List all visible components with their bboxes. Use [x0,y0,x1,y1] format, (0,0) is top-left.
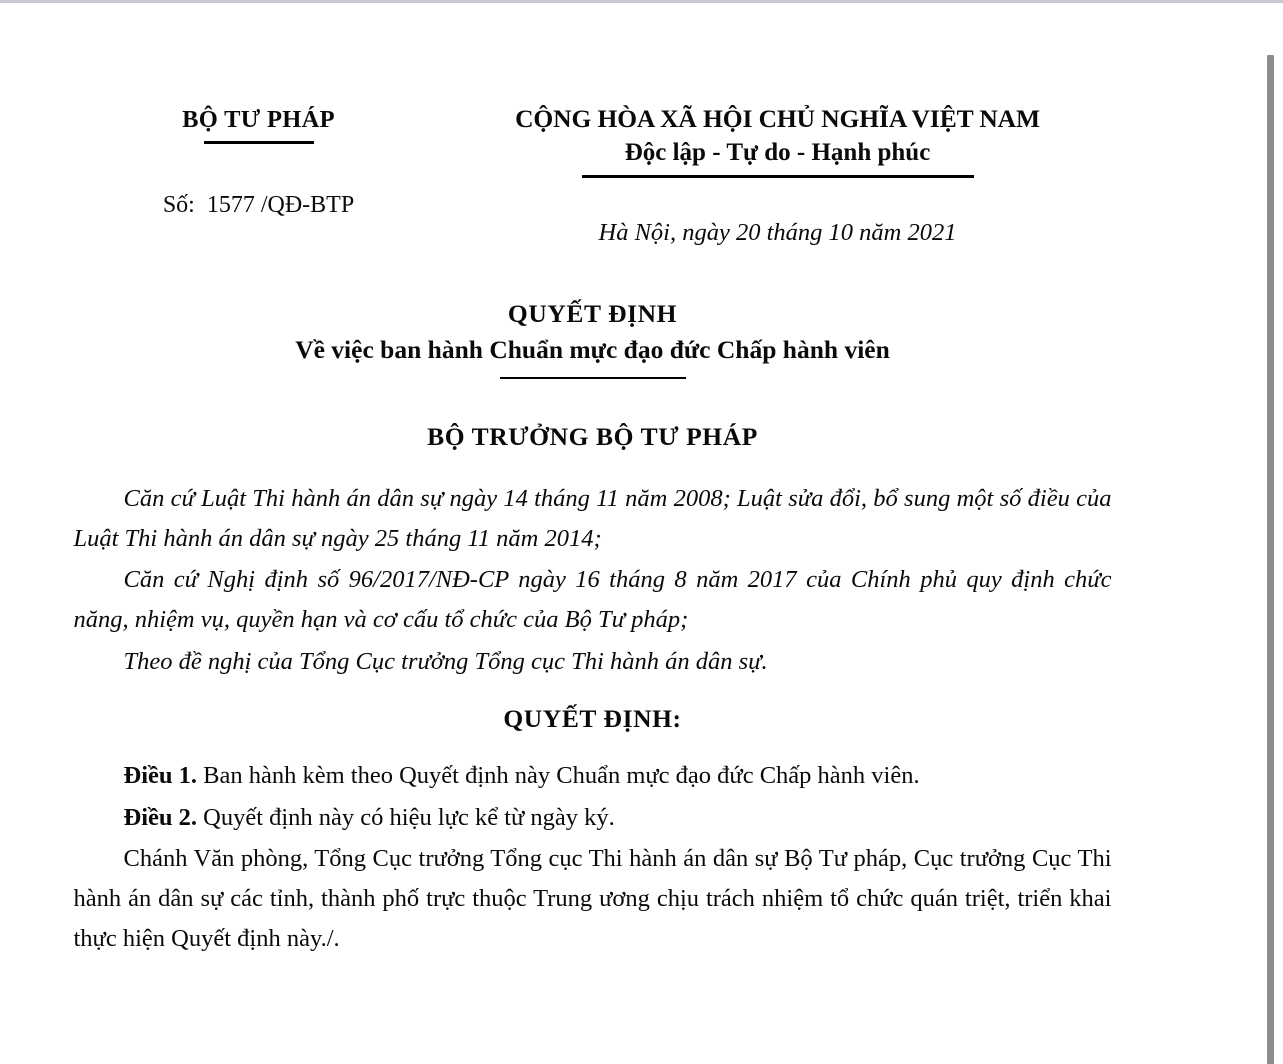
article-2 [74,798,1112,838]
document-number: Số: 1577 /QĐ-BTP [162,191,355,218]
article-2-text: Quyết định này có hiệu lực kể từ ngày ký. [197,803,615,831]
place-and-date: Hà Nội, ngày 20 tháng 10 năm 2021 [598,218,957,246]
document-header [74,104,1112,247]
document-subject-title: Về việc ban hành Chuẩn mực đạo đức Chấp hành viên [295,334,890,364]
preamble-block [74,479,1112,681]
article-2-label: Điều 2. [123,803,197,831]
article-1-label: Điều 1. [123,762,197,790]
underline-rule-title [500,377,686,380]
underline-rule-motto [582,175,974,178]
preamble-basis-1: Căn cứ Luật Thi hành án dân sự ngày 14 tháng 11 năm 2008; Luật sửa đổi, bổ sung một số điều của Luật Thi hành án dân sự ngày 25 tháng 11 năm 2014; [73,485,1112,552]
header-left-column [74,104,444,219]
document-type-title: QUYẾT ĐỊNH [507,299,678,329]
title-block [74,299,1112,379]
underline-rule-organization [204,141,314,144]
header-right-column [444,104,1112,247]
preamble-proposal: Theo đề nghị của Tổng Cục trưởng Tổng cục Thi hành án dân sự. [123,647,768,675]
vertical-scrollbar-thumb[interactable] [1267,55,1274,1064]
article-1 [74,756,1112,796]
closing-paragraph: Chánh Văn phòng, Tổng Cục trưởng Tổng cục Thi hành án dân sự Bộ Tư pháp, Cục trưởng Cục Thi hành án dân sự các tỉnh, thành phố trực thuộc Trung ương chịu trách nhiệm tổ chức quán triệt, triển khai thực hiện Quyết định này./. [73,845,1112,952]
article-1-text: Ban hành kèm theo Quyết định này Chuẩn mực đạo đức Chấp hành viên. [197,762,920,790]
issuing-organization: BỘ TƯ PHÁP [182,106,335,133]
issuing-authority-heading: BỘ TRƯỞNG BỘ TƯ PHÁP [427,422,758,452]
document-body [74,0,1112,959]
vertical-scrollbar-track[interactable] [1267,3,1283,1061]
national-motto: Độc lập - Tự do - Hạnh phúc [624,139,931,167]
national-title: CỘNG HÒA XÃ HỘI CHỦ NGHĨA VIỆT NAM [515,104,1040,133]
resolve-heading: QUYẾT ĐỊNH: [503,704,682,734]
preamble-basis-2: Căn cứ Nghị định số 96/2017/NĐ-CP ngày 16 tháng 8 năm 2017 của Chính phủ quy định chức năng, nhiệm vụ, quyền hạn và cơ cấu tổ chức của Bộ Tư pháp; [73,566,1112,634]
articles-block [74,756,1112,958]
